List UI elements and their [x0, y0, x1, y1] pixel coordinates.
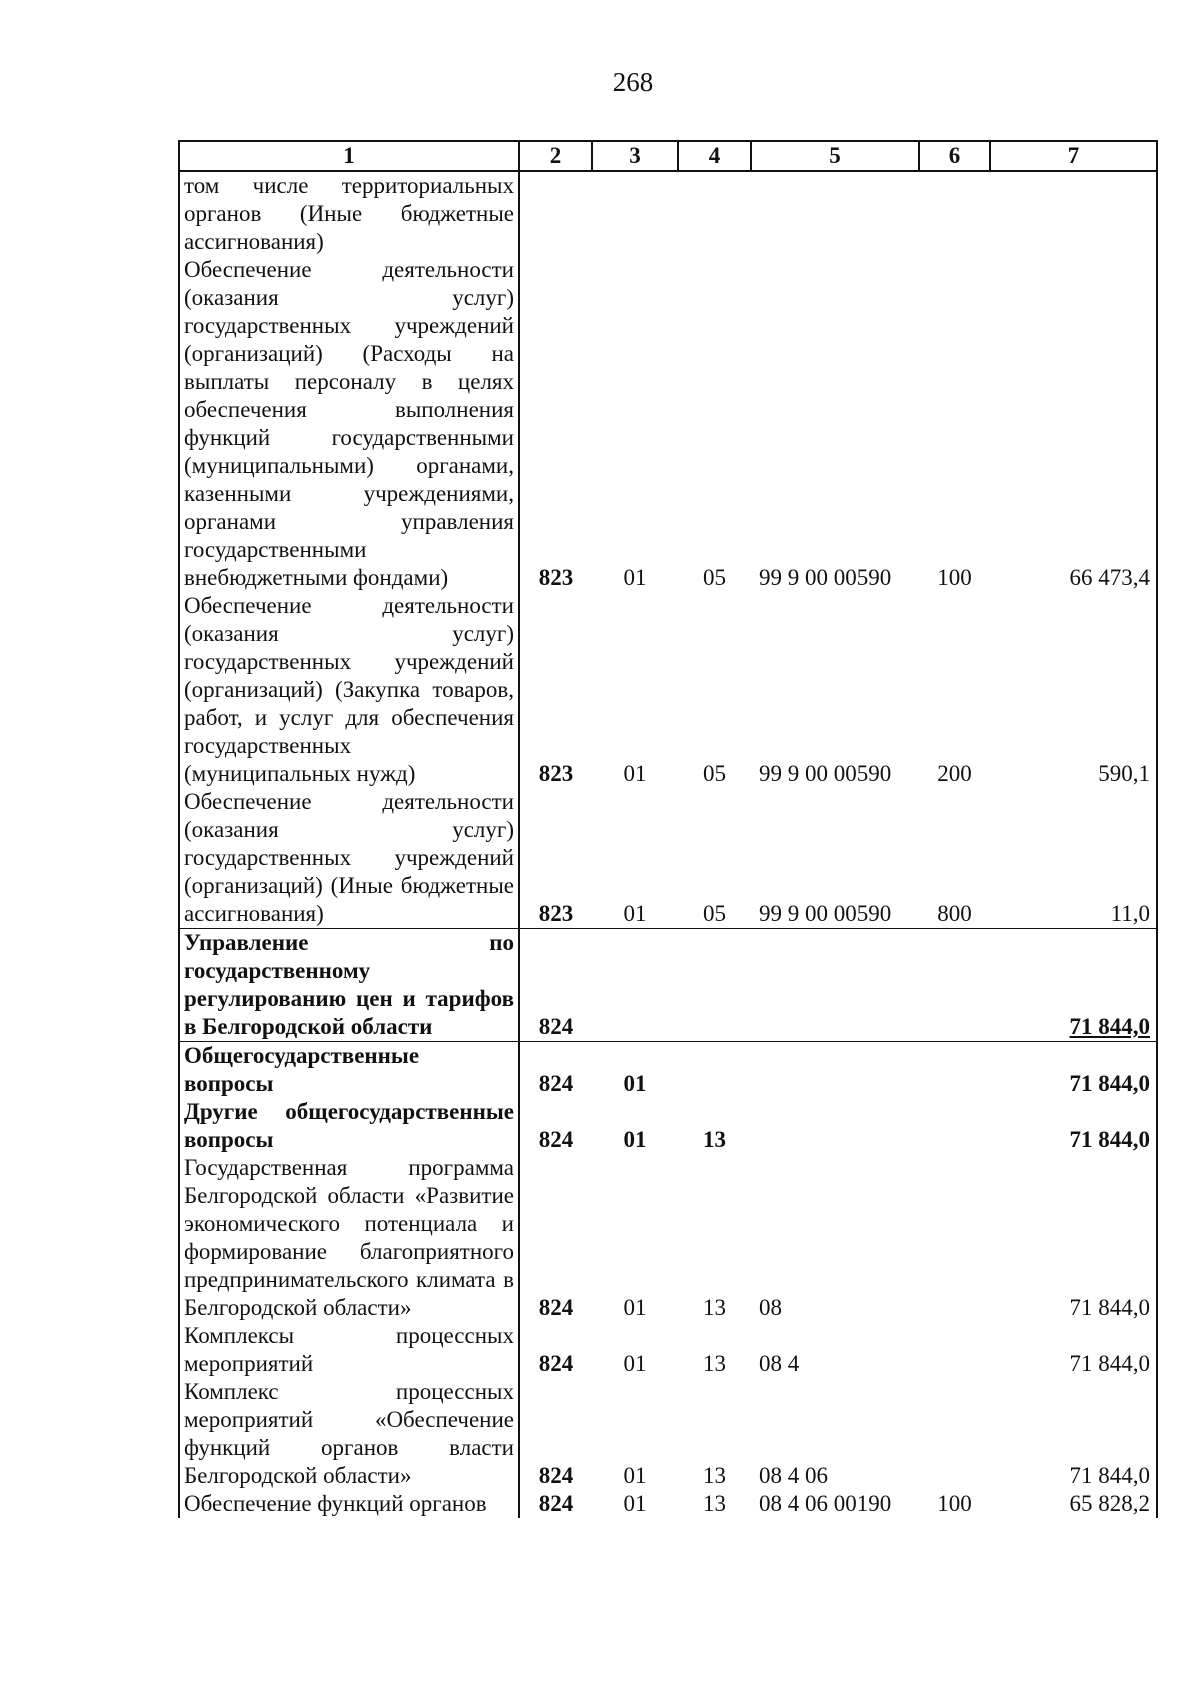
row-amount: 71 844,0 [990, 1042, 1157, 1099]
row-section: 01 [623, 565, 647, 590]
row-amount: 11,0 [990, 788, 1157, 929]
row-target-article [751, 171, 919, 256]
row-name: Обеспечение функций органов [179, 1490, 519, 1518]
page-number: 268 [612, 67, 654, 97]
row-target-article: 08 4 [759, 1351, 800, 1376]
row-ministry: 823 [538, 565, 574, 590]
row-ministry: 824 [538, 1351, 574, 1376]
row-amount: 71 844,0 [990, 929, 1157, 1042]
row-subsection: 13 [703, 1295, 726, 1320]
row-target-article: 99 9 00 00590 [759, 565, 892, 590]
budget-table [178, 140, 1158, 1518]
row-subsection: 13 [703, 1351, 726, 1376]
row-section: 01 [623, 1351, 647, 1376]
row-ministry: 823 [538, 761, 574, 786]
header-col-4: 4 [678, 141, 751, 171]
header-col-5: 5 [751, 141, 919, 171]
row-subsection: 05 [703, 761, 726, 786]
row-target-article: 99 9 00 00590 [759, 901, 892, 926]
table-row [179, 1042, 1157, 1099]
row-section: 01 [592, 1042, 678, 1099]
row-name: том числе территориальных органов (Иные бюджетные ассигнования) [179, 171, 519, 256]
row-expense-type [919, 1098, 990, 1154]
row-amount: 71 844,0 [990, 1322, 1157, 1378]
row-expense-type [919, 929, 990, 1042]
row-name: Управление по государственному регулированию цен и тарифов в Белгородской области [179, 929, 519, 1042]
row-section: 01 [623, 761, 647, 786]
row-amount: 65 828,2 [990, 1490, 1157, 1518]
header-col-7: 7 [990, 141, 1157, 171]
row-expense-type [919, 1322, 990, 1378]
row-section: 01 [623, 1295, 647, 1320]
row-expense-type [919, 1042, 990, 1099]
row-section: 01 [623, 1127, 647, 1152]
row-name: Комплекс процессных мероприятий «Обеспечение функций органов власти Белгородской области» [179, 1378, 519, 1490]
row-amount: 66 473,4 [990, 256, 1157, 592]
row-amount: 71 844,0 [990, 1378, 1157, 1490]
row-section: 01 [623, 901, 647, 926]
header-col-6: 6 [919, 141, 990, 171]
header-col-1: 1 [179, 141, 519, 171]
row-expense-type [919, 171, 990, 256]
row-target-article [751, 1098, 919, 1154]
header-col-2: 2 [519, 141, 592, 171]
row-ministry [519, 171, 592, 256]
row-subsection: 05 [703, 901, 726, 926]
row-expense-type: 100 [937, 1491, 972, 1516]
table-row [179, 788, 1157, 929]
row-target-article: 99 9 00 00590 [759, 761, 892, 786]
row-target-article: 08 4 06 00190 [759, 1491, 892, 1516]
row-expense-type: 200 [937, 761, 972, 786]
table-row [179, 1322, 1157, 1378]
row-amount [990, 171, 1157, 256]
table-row [179, 929, 1157, 1042]
table-row [179, 1098, 1157, 1154]
row-ministry: 824 [519, 1042, 592, 1099]
row-subsection [678, 171, 751, 256]
row-name: Государственная программа Белгородской области «Развитие экономического потенциала и формирование благоприятного предпринимательского климата в Белгородской области» [179, 1154, 519, 1322]
row-name: Другие общегосударственные вопросы [179, 1098, 519, 1154]
row-expense-type [919, 1154, 990, 1322]
header-col-3: 3 [592, 141, 678, 171]
row-section [592, 171, 678, 256]
row-ministry: 824 [538, 1463, 574, 1488]
row-section: 01 [623, 1463, 647, 1488]
row-section: 01 [623, 1491, 647, 1516]
row-subsection: 13 [703, 1491, 726, 1516]
row-ministry: 823 [538, 901, 574, 926]
row-target-article [751, 1042, 919, 1099]
row-subsection: 13 [703, 1127, 726, 1152]
row-section [592, 929, 678, 1042]
row-expense-type: 100 [937, 565, 972, 590]
row-expense-type [919, 1378, 990, 1490]
table-row [179, 1490, 1157, 1518]
row-expense-type: 800 [937, 901, 972, 926]
row-amount: 71 844,0 [990, 1154, 1157, 1322]
row-name: Комплексы процессных мероприятий [179, 1322, 519, 1378]
row-name: Обеспечение деятельности (оказания услуг) государственных учреждений (организаций) (Иные бюджетные ассигнования) [179, 788, 519, 929]
table-row [179, 171, 1157, 256]
table-row [179, 592, 1157, 788]
row-subsection [678, 1042, 751, 1099]
row-target-article: 08 [759, 1295, 782, 1320]
row-ministry: 824 [519, 929, 592, 1042]
table-row [179, 256, 1157, 592]
row-name: Обеспечение деятельности (оказания услуг) государственных учреждений (организаций) (Расходы на выплаты персоналу в целях обеспечения выполнения функций государственными (муниципальными) органами, казенными учреждениями, органами управления государственными внебюджетными фондами) [179, 256, 519, 592]
table-row [179, 1154, 1157, 1322]
row-subsection: 05 [703, 565, 726, 590]
row-target-article: 08 4 06 [759, 1463, 828, 1488]
row-target-article [751, 929, 919, 1042]
row-ministry: 824 [538, 1295, 574, 1320]
row-amount: 590,1 [990, 592, 1157, 788]
table-row [179, 1378, 1157, 1490]
row-subsection: 13 [703, 1463, 726, 1488]
row-amount: 71 844,0 [990, 1098, 1157, 1154]
row-ministry: 824 [538, 1491, 574, 1516]
row-subsection [678, 929, 751, 1042]
row-name: Обеспечение деятельности (оказания услуг) государственных учреждений (организаций) (Закупка товаров, работ, и услуг для обеспечения государственных (муниципальных нужд) [179, 592, 519, 788]
row-name: Общегосударственные вопросы [179, 1042, 519, 1099]
header-row [179, 141, 1157, 171]
row-ministry: 824 [538, 1127, 574, 1152]
